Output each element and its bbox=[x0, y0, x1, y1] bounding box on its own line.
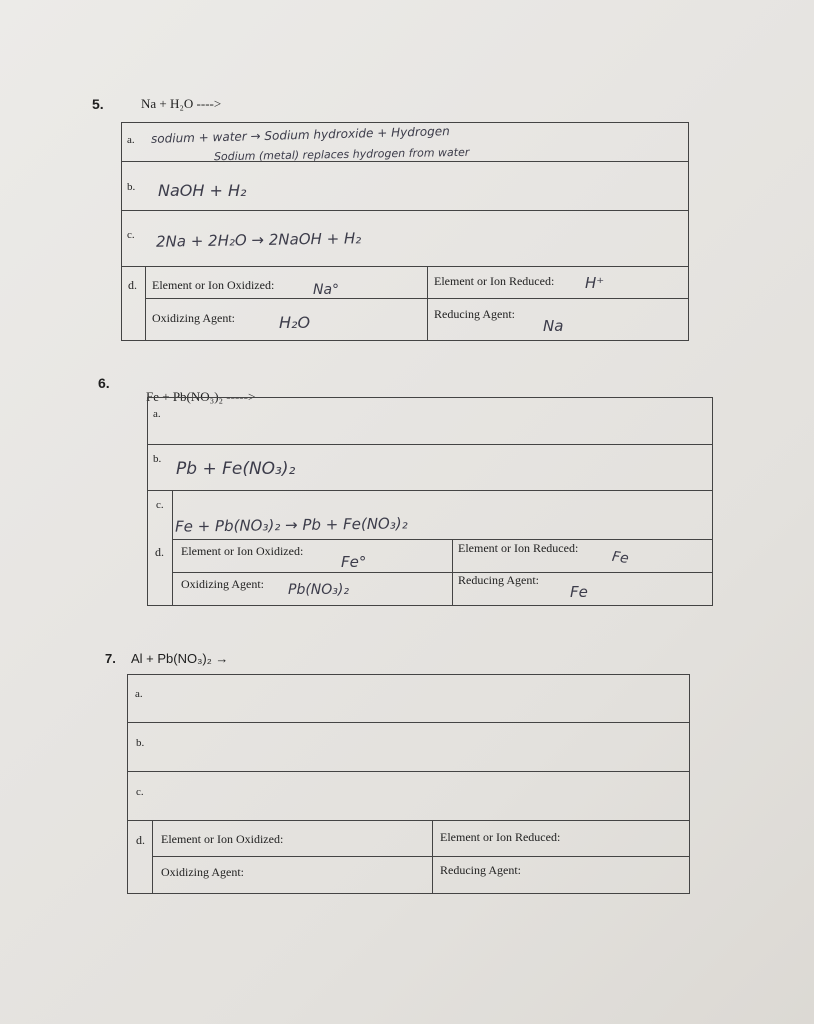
q6-oxidizing-agent-value[interactable]: Pb(NO₃)₂ bbox=[288, 582, 349, 598]
q7-row-b-label: b. bbox=[136, 737, 145, 749]
q6-oxidized-value[interactable]: Fe° bbox=[341, 553, 367, 571]
q7-reduced-label[interactable]: Element or Ion Reduced: bbox=[440, 830, 561, 844]
q5-oxidizing-agent-label: Oxidizing Agent: bbox=[152, 311, 235, 325]
q6-oxidized-label: Element or Ion Oxidized: bbox=[181, 544, 304, 558]
question-6-equation: Fe + Pb(NO₃)₂ -----> bbox=[146, 389, 256, 404]
q7-row-a-label: a. bbox=[135, 688, 143, 700]
q6-row-b-answer[interactable]: Pb + Fe(NO₃)₂ bbox=[176, 459, 296, 479]
q7-reducing-agent-label[interactable]: Reducing Agent: bbox=[440, 863, 521, 877]
question-5-number: 5. bbox=[92, 96, 104, 112]
q6-row-c-label: c. bbox=[156, 499, 164, 511]
q5-oxidized-value[interactable]: Na° bbox=[313, 282, 340, 298]
q6-reducing-agent-label: Reducing Agent: bbox=[458, 573, 539, 587]
q5-reduced-value[interactable]: H⁺ bbox=[585, 274, 605, 292]
q5-row-c-label: c. bbox=[127, 229, 135, 241]
q5-row-a-label: a. bbox=[127, 134, 135, 146]
q5-reducing-agent-value[interactable]: Na bbox=[543, 317, 564, 335]
q6-row-a-label: a. bbox=[153, 408, 161, 420]
q5-row-a-answer-line2[interactable]: Sodium (metal) replaces hydrogen from water bbox=[213, 145, 470, 164]
q7-oxidized-label[interactable]: Element or Ion Oxidized: bbox=[161, 832, 284, 846]
q6-reduced-value[interactable]: Fe bbox=[610, 548, 630, 568]
question-5-equation: Na + H₂O ----> bbox=[141, 96, 222, 111]
q6-row-c-answer[interactable]: Fe + Pb(NO₃)₂ → Pb + Fe(NO₃)₂ bbox=[174, 514, 408, 536]
q5-row-c-answer[interactable]: 2Na + 2H₂O → 2NaOH + H₂ bbox=[155, 229, 362, 251]
q6-row-b-label: b. bbox=[153, 453, 162, 465]
q7-row-b-answer-field[interactable] bbox=[160, 728, 680, 764]
question-6-number: 6. bbox=[98, 375, 110, 391]
q5-row-a-answer-line1[interactable]: sodium + water → Sodium hydroxide + Hydrogen bbox=[150, 124, 450, 146]
q7-row-c-label: c. bbox=[136, 786, 144, 798]
q5-row-b-label: b. bbox=[127, 181, 136, 193]
q5-reducing-agent-label: Reducing Agent: bbox=[434, 307, 515, 321]
q6-reducing-agent-value[interactable]: Fe bbox=[570, 583, 588, 601]
q5-oxidizing-agent-value[interactable]: H₂O bbox=[279, 313, 311, 332]
q7-oxidizing-agent-label[interactable]: Oxidizing Agent: bbox=[161, 865, 244, 879]
q5-reduced-label: Element or Ion Reduced: bbox=[434, 274, 555, 288]
q7-row-d-label: d. bbox=[136, 833, 145, 847]
q6-row-d-label: d. bbox=[155, 545, 164, 559]
question-6-table bbox=[147, 397, 713, 606]
q6-oxidizing-agent-label: Oxidizing Agent: bbox=[181, 577, 264, 591]
q7-row-c-answer-field[interactable] bbox=[160, 777, 680, 813]
q5-row-d-label: d. bbox=[128, 278, 137, 292]
q5-oxidized-label: Element or Ion Oxidized: bbox=[152, 278, 275, 292]
question-7-equation: Al + Pb(NO₃)₂ → bbox=[131, 651, 229, 666]
q5-row-b-answer[interactable]: NaOH + H₂ bbox=[158, 181, 247, 200]
question-7-number: 7. bbox=[105, 651, 116, 666]
q6-reduced-label: Element or Ion Reduced: bbox=[458, 541, 579, 555]
q7-row-a-answer-field[interactable] bbox=[160, 680, 680, 716]
